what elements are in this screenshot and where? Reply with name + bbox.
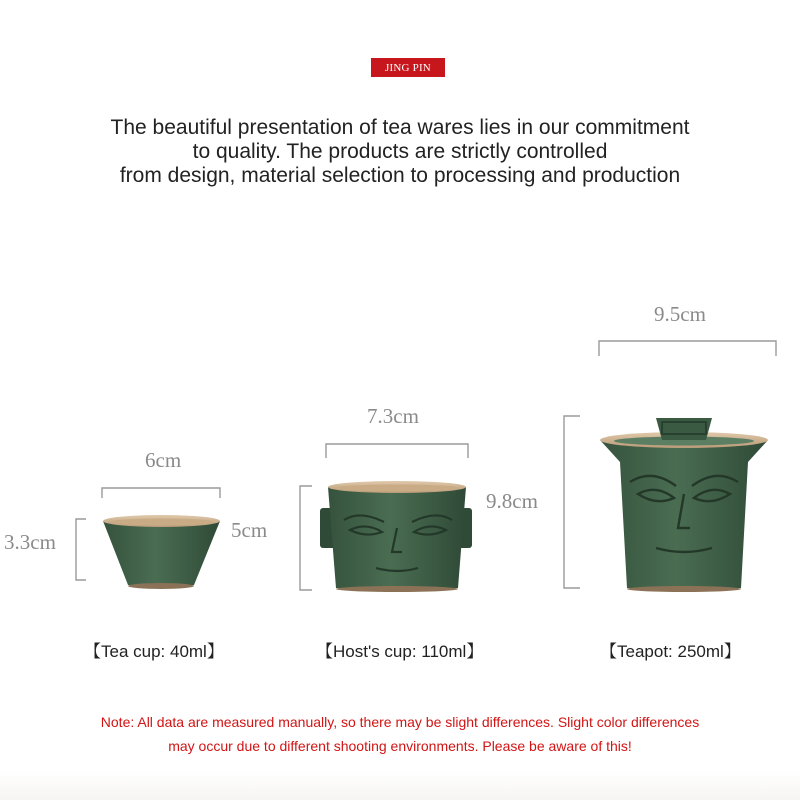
note-line: may occur due to different shooting environments. Please be aware of this! — [168, 738, 632, 754]
tea-cup-caption: 【Tea cup: 40ml】 — [84, 642, 224, 661]
teapot-height-label: 9.8cm — [486, 489, 538, 513]
jing-pin-badge: JING PIN — [371, 58, 445, 77]
tea-cup-extra-label: 5cm — [231, 518, 268, 542]
intro-line: The beautiful presentation of tea wares lies in our commitment — [110, 116, 690, 139]
tea-cup-image — [103, 515, 220, 589]
disclaimer-note — [40, 710, 760, 758]
host-cup-image — [320, 481, 472, 592]
tea-cup-height-label: 3.3cm — [4, 530, 56, 554]
host-cup-width-label: 7.3cm — [367, 404, 419, 428]
teapot-image — [600, 418, 768, 592]
note-line: Note: All data are measured manually, so there may be slight differences. Slight color differences — [100, 714, 700, 730]
intro-line: from design, material selection to processing and production — [119, 164, 681, 187]
tea-cup-width-label: 6cm — [145, 448, 182, 472]
teapot-caption: 【Teapot: 250ml】 — [600, 642, 741, 661]
intro-line: to quality. The products are strictly controlled — [192, 140, 608, 163]
host-cup-caption: 【Host's cup: 110ml】 — [316, 642, 484, 661]
teapot-width-label: 9.5cm — [654, 302, 706, 326]
